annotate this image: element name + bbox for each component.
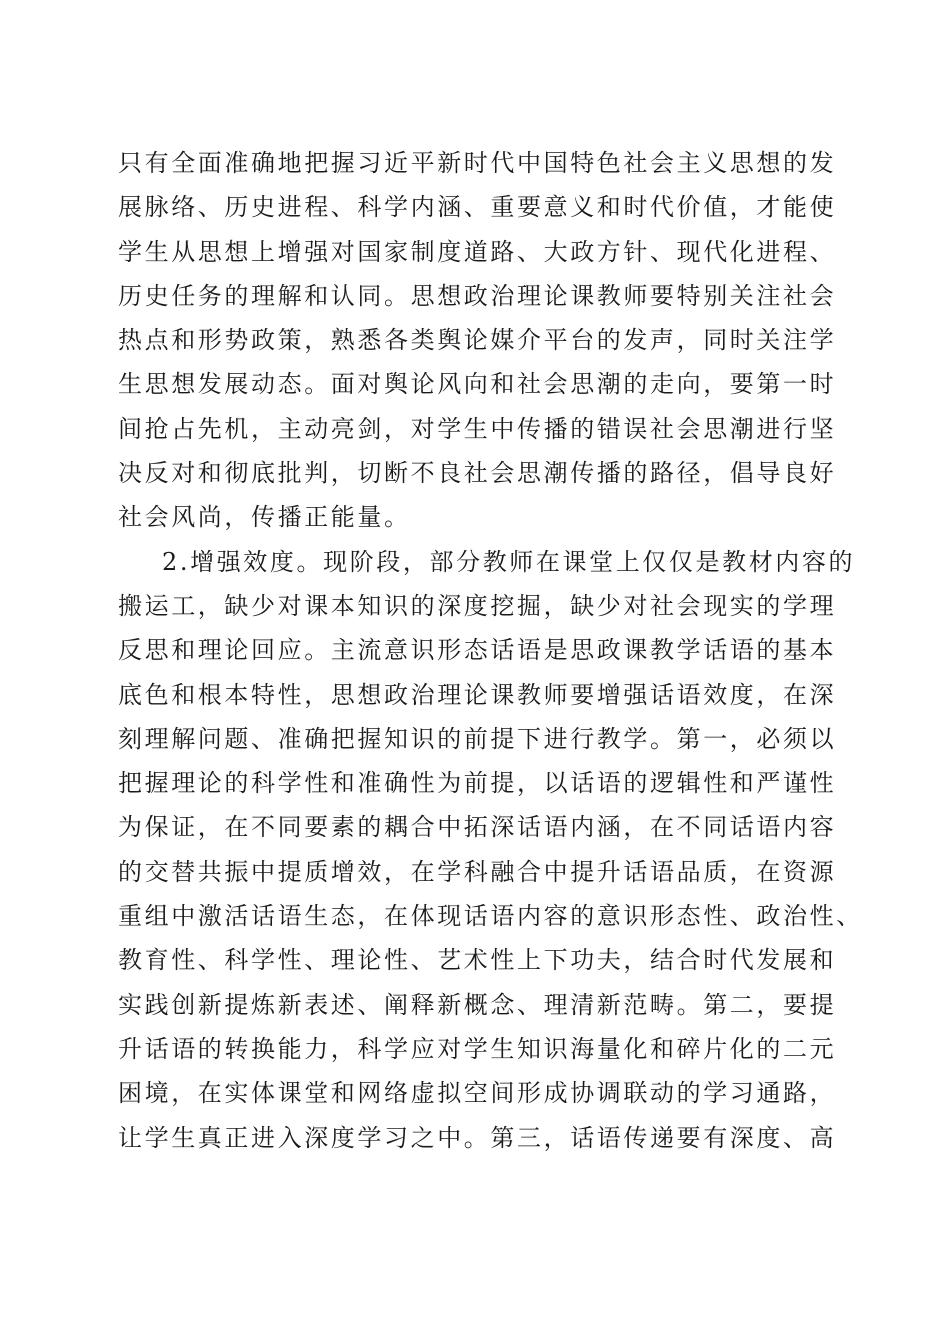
- paragraph-line: 生思想发展动态。面对舆论风向和社会思潮的走向，要第一时: [118, 370, 837, 399]
- paragraph-line: 反思和理论回应。主流意识形态话语是思政课教学话语的基本: [118, 636, 837, 665]
- paragraph-line: 实践创新提炼新表述、阐释新概念、理清新范畴。第二，要提: [118, 990, 837, 1019]
- paragraph-line: 的交替共振中提质增效，在学科融合中提升话语品质，在资源: [118, 857, 837, 886]
- body-text: [118, 141, 863, 1160]
- paragraph-line: 为保证，在不同要素的耦合中拓深话语内涵，在不同话语内容: [118, 813, 837, 842]
- paragraph-1: [118, 141, 838, 540]
- paragraph-line: 历史任务的理解和认同。思想政治理论课教师要特别关注社会: [118, 281, 837, 310]
- paragraph-line: 让学生真正进入深度学习之中。第三，话语传递要有深度、高: [118, 1123, 837, 1152]
- paragraph-line: 困境，在实体课堂和网络虚拟空间形成协调联动的学习通路，: [118, 1079, 837, 1108]
- paragraph-line: 重组中激活话语生态，在体现话语内容的意识形态性、政治性、: [118, 902, 863, 931]
- paragraph-line: 决反对和彻底批判，切断不良社会思潮传播的路径，倡导良好: [118, 459, 837, 488]
- paragraph-line: 展脉络、历史进程、科学内涵、重要意义和时代价值，才能使: [118, 193, 837, 222]
- paragraph-line: 间抢占先机，主动亮剑，对学生中传播的错误社会思潮进行坚: [118, 414, 837, 443]
- paragraph-line: 升话语的转换能力，科学应对学生知识海量化和碎片化的二元: [118, 1034, 837, 1063]
- paragraph-2: [118, 540, 863, 1160]
- paragraph-line: 底色和根本特性，思想政治理论课教师要增强话语效度，在深: [118, 680, 837, 709]
- paragraph-line: 学生从思想上增强对国家制度道路、大政方针、现代化进程、: [118, 237, 837, 266]
- paragraph-line: 刻理解问题、准确把握知识的前提下进行教学。第一，必须以: [118, 724, 837, 753]
- paragraph-line: 2.增强效度。现阶段，部分教师在课堂上仅仅是教材内容的: [162, 547, 856, 576]
- paragraph-line: 热点和形势政策，熟悉各类舆论媒介平台的发声，同时关注学: [118, 326, 837, 355]
- paragraph-line: 只有全面准确地把握习近平新时代中国特色社会主义思想的发: [118, 149, 837, 177]
- paragraph-line: 社会风尚，传播正能量。: [118, 503, 411, 532]
- paragraph-line: 把握理论的科学性和准确性为前提，以话语的逻辑性和严谨性: [118, 769, 837, 798]
- paragraph-line: 搬运工，缺少对课本知识的深度挖掘，缺少对社会现实的学理: [118, 591, 837, 620]
- paragraph-line: 教育性、科学性、理论性、艺术性上下功夫，结合时代发展和: [118, 946, 837, 975]
